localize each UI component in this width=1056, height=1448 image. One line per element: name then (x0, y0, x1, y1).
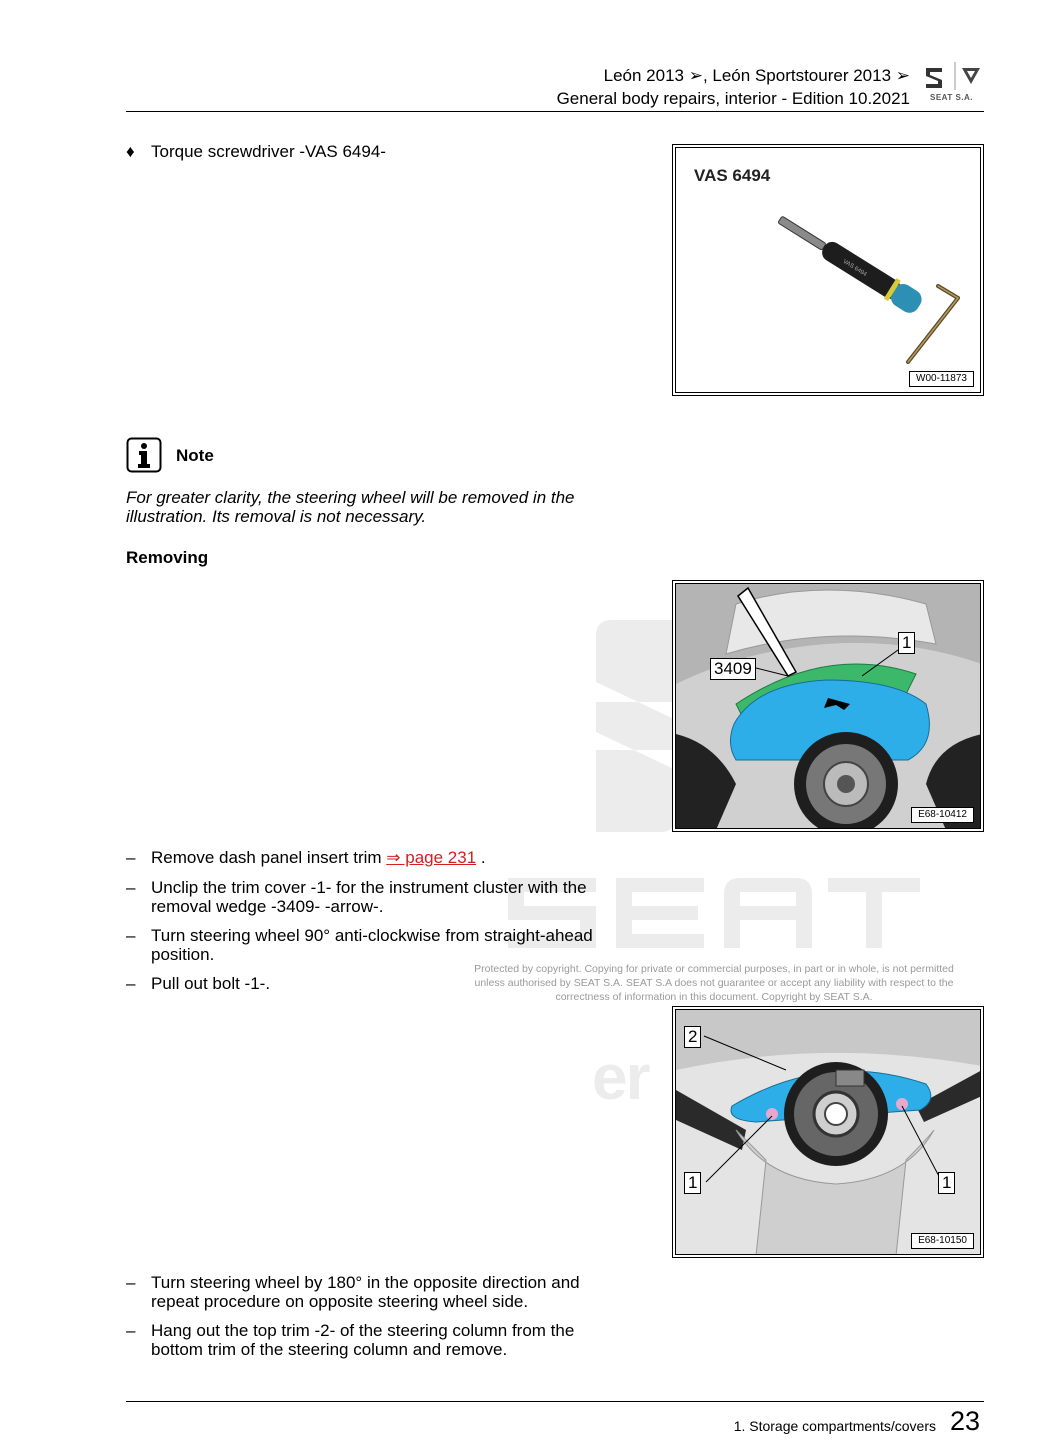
step-text: Hang out the top trim -2- of the steering column from the bottom trim of the steering column and remove. (151, 1321, 575, 1359)
page-number: 23 (950, 1406, 981, 1436)
callout-tool: 3409 (710, 658, 756, 680)
header-divider (126, 111, 984, 112)
step-dash: – (126, 1321, 136, 1340)
tool-name: Torque screwdriver -VAS 6494- (151, 142, 386, 161)
step-dash: – (126, 974, 136, 993)
callout-1-right: 1 (938, 1172, 955, 1194)
svg-text:VAS 6494: VAS 6494 (841, 258, 868, 279)
copyright-notice: Protected by copyright. Copying for private or commercial purposes, in part or in whole, is not permitted unless authorised by SEAT S.A. SEAT S.A does not guarantee or accept any liability with respect to the correctness of information in this document. Copyright by SEAT S.A. (474, 963, 954, 1003)
info-icon (126, 437, 162, 473)
step-text: Unclip the trim cover -1- for the instrument cluster with the removal wedge -3409- -arrow-. (151, 878, 587, 916)
step-2 (126, 878, 626, 916)
tool-list-item (126, 142, 386, 162)
header-model-line: León 2013 ➢, León Sportstourer 2013 ➢ (603, 66, 910, 85)
figure-code: E68-10150 (911, 1233, 974, 1249)
page-link[interactable]: ⇒ page 231 (386, 848, 477, 867)
callout-1: 1 (898, 632, 915, 654)
footer-divider (126, 1401, 984, 1402)
callout-1-left: 1 (684, 1172, 701, 1194)
step-dash: – (126, 848, 136, 867)
step-text: Turn steering wheel by 180° in the opposite direction and repeat procedure on opposite steering wheel side. (151, 1273, 580, 1311)
step-text: Remove dash panel insert trim (151, 848, 387, 867)
note-body: For greater clarity, the steering wheel will be removed in the illustration. Its removal is not necessary. (126, 488, 575, 526)
header-manual-title: General body repairs, interior - Edition 10.2021 (556, 89, 910, 108)
step-text-end: . (476, 848, 486, 867)
step-dash: – (126, 878, 136, 897)
trim-removal-illustration (676, 584, 981, 829)
footer-chapter: 1. Storage compartments/covers (733, 1418, 936, 1434)
step-1 (126, 848, 626, 867)
watermark-fragment: er (592, 1041, 649, 1113)
bullet-marker: ♦ (126, 142, 135, 161)
figure-bolts (672, 1006, 984, 1258)
step-6 (126, 1321, 626, 1359)
step-text: Turn steering wheel 90° anti-clockwise from straight-ahead position. (151, 926, 593, 964)
step-3 (126, 926, 626, 964)
watermark-s-logo (596, 620, 676, 832)
figure-removing-trim (672, 580, 984, 832)
step-text: Pull out bolt -1-. (151, 974, 271, 993)
step-dash: – (126, 926, 136, 945)
section-heading: Removing (126, 548, 209, 567)
note-heading: Note (176, 446, 214, 465)
steering-column-illustration (676, 1010, 981, 1255)
step-dash: – (126, 1273, 136, 1292)
step-4 (126, 974, 626, 993)
figure-code: E68-10412 (911, 807, 974, 823)
callout-2: 2 (684, 1026, 701, 1048)
step-5 (126, 1273, 626, 1311)
figure-tool (672, 144, 984, 396)
tool-figure-label: VAS 6494 (694, 166, 771, 185)
figure-code: W00-11873 (909, 371, 974, 387)
seat-brand-text: SEAT S.A. (930, 93, 974, 102)
